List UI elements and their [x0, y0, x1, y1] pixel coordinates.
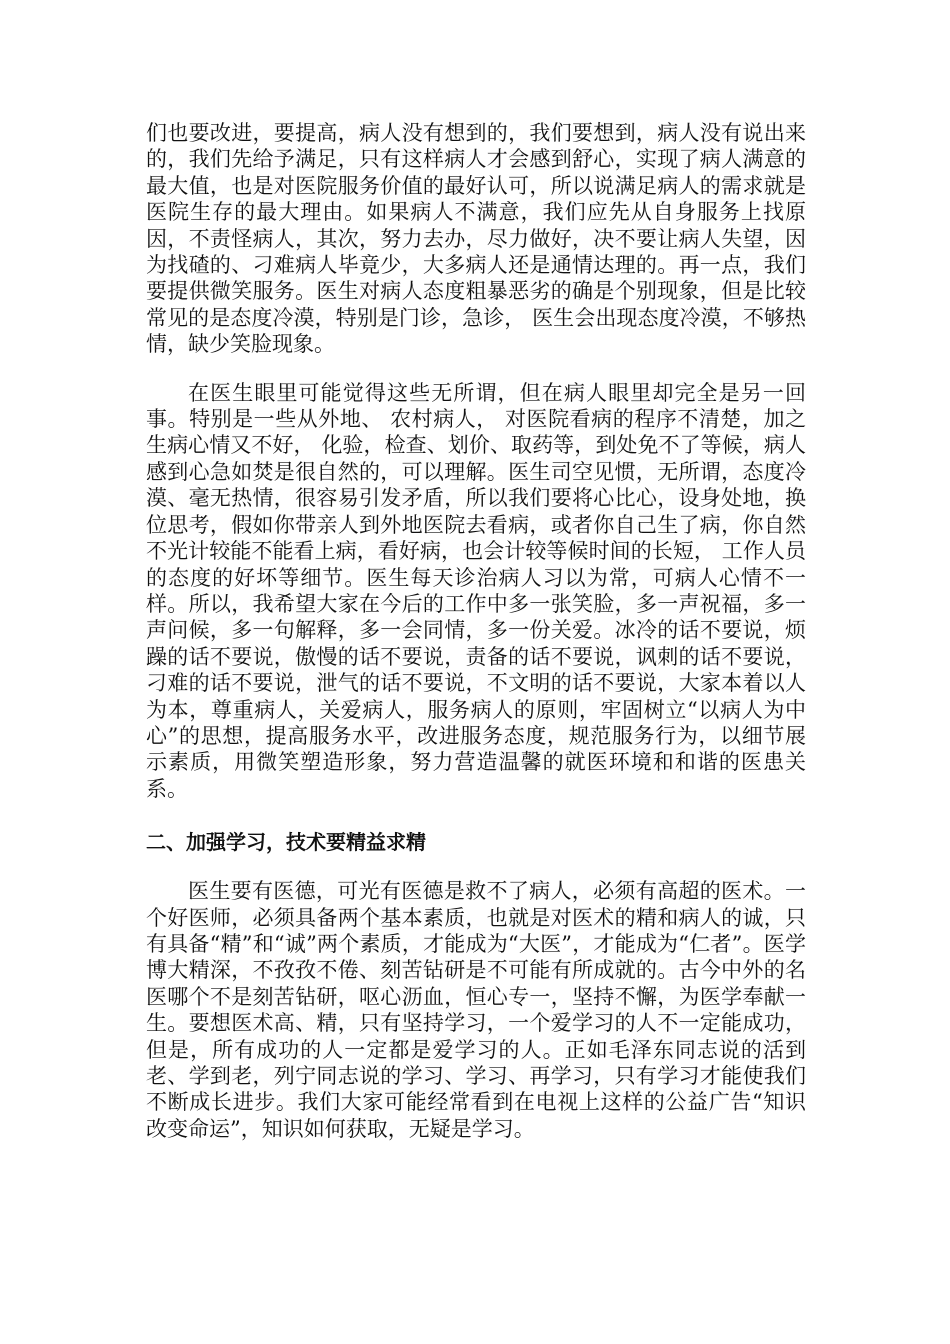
paragraph-patient-perspective: 在医生眼里可能觉得这些无所谓，但在病人眼里却完全是另一回事。特别是一些从外地、 农村病人， 对医院看病的程序不清楚，加之生病心情又不好， 化验，检查、划价、取药等，到处免不了等候，病人感到心急如焚是很自然的，可以理解。医生司空见惯，无所谓，态度冷漠、毫无热情，很容易引发矛盾，所以我们要将心比心，设身处地，换位思考，假如你带亲人到外地医院去看病，或者你自己生了病，你自然不光计较能不能看上病，看好病，也会计较等候时间的长短， 工作人员的态度的好坏等细节。医生每天诊治病人习以为常，可病人心情不一样。所以，我希望大家在今后的工作中多一张笑脸，多一声祝福，多一声问候，多一句解释，多一会同情，多一份关爱。冰冷的话不要说，烦躁的话不要说，傲慢的话不要说，责备的话不要说，讽刺的话不要说，刁难的话不要说，泄气的话不要说，不文明的话不要说，大家本着以人为本，尊重病人，关爱病人，服务病人的原则，牢固树立“以病人为中心”的思想，提高服务水平，改进服务态度，规范服务行为，以细节展示素质，用微笑塑造形象，努力营造温馨的就医环境和和谐的医患关系。 — [146, 380, 806, 801]
paragraph-learning: 医生要有医德，可光有医德是救不了病人，必须有高超的医术。一个好医师，必须具备两个基本素质，也就是对医术的精和病人的诚，只有具备“精”和“诚”两个素质，才能成为“大医”，才能成为“仁者”。医学博大精深，不孜孜不倦、刻苦钻研是不可能有所成就的。古今中外的名医哪个不是刻苦钻研，呕心沥血，恒心专一，坚持不懈，为医学奉献一生。要想医术高、精，只有坚持学习，一个爱学习的人不一定能成功，但是，所有成功的人一定都是爱学习的人。正如毛泽东同志说的活到老、学到老，列宁同志说的学习、学习、再学习，只有学习才能使我们不断成长进步。我们大家可能经常看到在电视上这样的公益广告“知识改变命运”，知识如何获取，无疑是学习。 — [146, 879, 806, 1141]
document-page — [146, 120, 806, 1142]
section-heading: 二、加强学习，技术要精益求精 — [146, 830, 426, 855]
paragraph-continuation: 们也要改进，要提高，病人没有想到的，我们要想到，病人没有说出来的，我们先给予满足，只有这样病人才会感到舒心，实现了病人满意的最大值，也是对医院服务价值的最好认可，所以说满足病人的需求就是医院生存的最大理由。如果病人不满意，我们应先从自身服务上找原因，不责怪病人，其次，努力去办，尽力做好，决不要让病人失望，因为找碴的、刁难病人毕竟少，大多病人还是通情达理的。再一点，我们要提供微笑服务。医生对病人态度粗暴恶劣的确是个别现象，但是比较常见的是态度冷漠，特别是门诊，急诊， 医生会出现态度冷漠，不够热情，缺少笑脸现象。 — [146, 121, 806, 357]
